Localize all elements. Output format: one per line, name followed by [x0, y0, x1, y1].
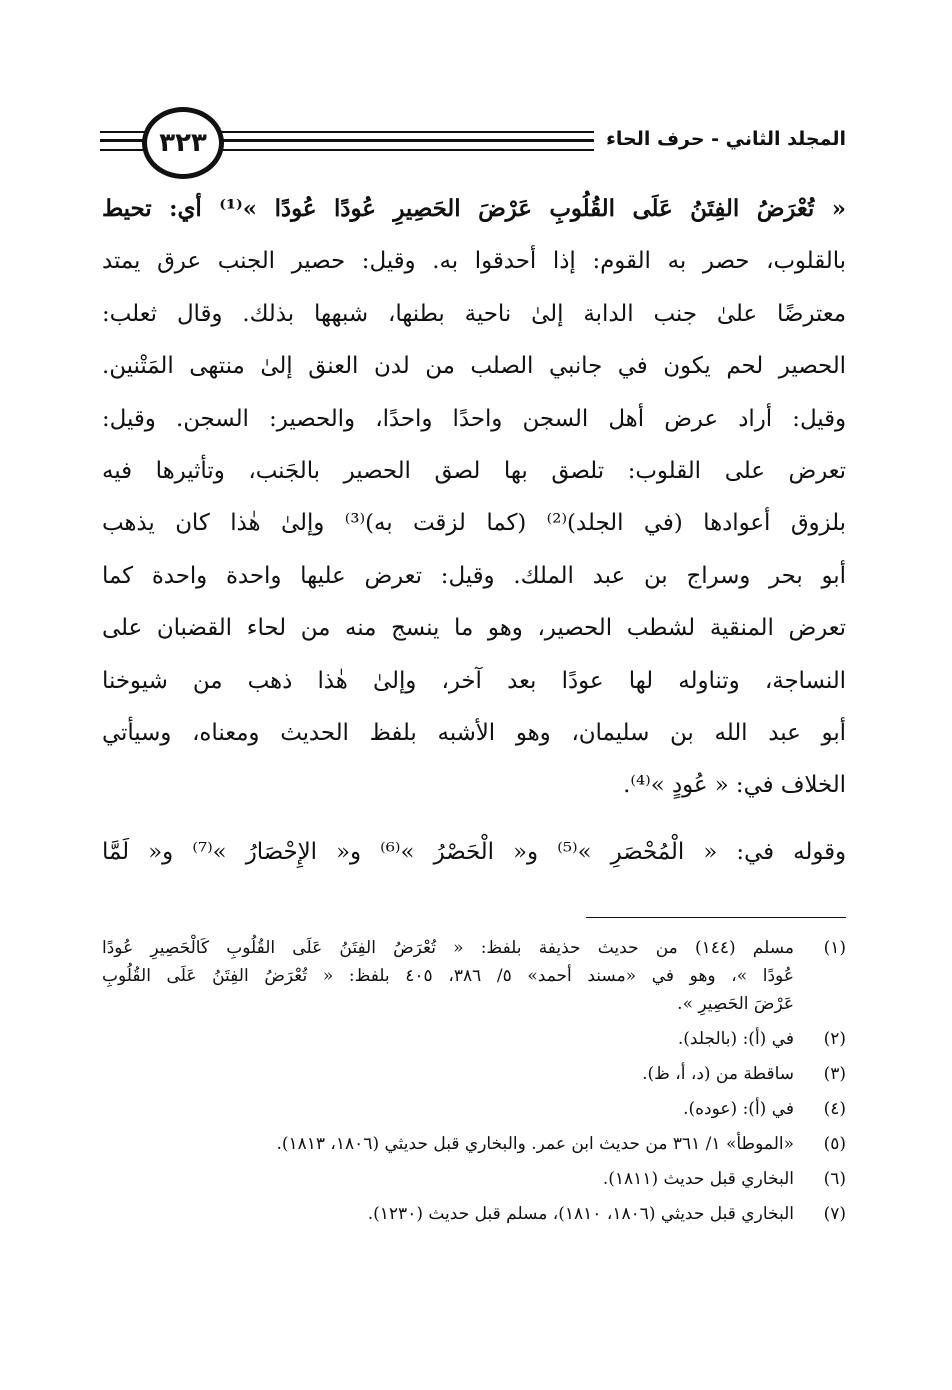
text-line: تعرض على القلوب: تلصق بها لصق الحصير بالجَنب، وتأثيرها فيه [102, 457, 846, 484]
footnote-number: (١) [823, 938, 846, 958]
footnote-number: (٣) [823, 1064, 846, 1084]
footnote-text: مسلم (١٤٤) من حديث حذيفة بلفظ: « تُعْرَضُ الفِتَنُ عَلَى القُلُوبِ كَالْحَصِيرِ عُودًا [102, 938, 795, 958]
text-line: أبو بحر وسراج بن عبد الملك. وقيل: تعرض عليها واحدة واحدة كما [102, 562, 846, 589]
footnotes [102, 934, 846, 1235]
text-line: الخلاف في: « عُودٍ »⁽⁴⁾. [623, 772, 846, 799]
text-line: بالقلوب، حصر به القوم: إذا أحدقوا به. وقيل: حصير الجنب عرق يمتد [102, 248, 846, 275]
footnote-separator [586, 917, 846, 918]
running-title: المجلد الثاني - حرف الحاء [594, 126, 850, 152]
text-line: أبو عبد الله بن سليمان، وهو الأشبه بلفظ الحديث ومعناه، وسيأتي [102, 719, 846, 746]
footnote [102, 1165, 846, 1193]
footnote-text: في (أ): (بالجلد). [677, 1029, 794, 1049]
text-line: معترضًا علىٰ جنب الدابة إلىٰ ناحية بطنها، شبهها بذلك. وقال ثعلب: [102, 300, 846, 327]
footnote-text: عُودًا »، وهو في «مسند أحمد» ٥/ ٣٨٦، ٤٠٥ بلفظ: « تُعْرَضُ الفِتَنُ عَلَى القُلُوبِ [102, 966, 794, 986]
footnote-text: ساقطة من (د، أ، ظ). [642, 1064, 794, 1084]
page-header [100, 105, 850, 175]
text-line: وقيل: أراد عرض أهل السجن واحدًا واحدًا، والحصير: السجن. وقيل: [102, 405, 846, 432]
text-line: النساجة، وتناوله لها عودًا بعد آخر، وإلىٰ هٰذا ذهب من شيوخنا [102, 667, 846, 694]
footnote-number: (٤) [823, 1099, 846, 1119]
page-number: ٣٢٣ [142, 107, 224, 179]
footnote-number: (٢) [823, 1029, 846, 1049]
text-line: بلزوق أعوادها (في الجلد)⁽²⁾ (كما لزقت به)⁽³⁾ وإلىٰ هٰذا كان يذهب [102, 510, 846, 537]
text-line: « تُعْرَضُ الفِتَنُ عَلَى القُلُوبِ عَرْضَ الحَصِيرِ عُودًا عُودًا »⁽¹⁾ أي: تحيط [102, 196, 846, 222]
footnote-text: البخاري قبل حديث (١٨١١). [602, 1169, 794, 1189]
footnote-number: (٦) [823, 1169, 846, 1189]
footnote-text: البخاري قبل حديثي (١٨٠٦، ١٨١٠)، مسلم قبل حديث (١٢٣٠). [367, 1204, 794, 1224]
footnote [102, 1130, 846, 1158]
footnote-text: «الموطأ» ١/ ٣٦١ من حديث ابن عمر. والبخاري قبل حديثي (١٨٠٦، ١٨١٣). [276, 1134, 794, 1154]
text-line: تعرض المنقية لشطب الحصير، وهو ما ينسج منه من لحاء القضبان على [102, 615, 846, 642]
footnote [102, 1025, 846, 1053]
footnote-text: في (أ): (عوده). [683, 1099, 794, 1119]
footnote-text: عَرْضَ الحَصِيرِ ». [677, 994, 794, 1014]
footnote-number: (٧) [823, 1204, 846, 1224]
main-text [102, 183, 846, 878]
text-line: الحصير لحم يكون في جانبي الصلب من لدن العنق إلىٰ منتهى المَتْنين. [102, 353, 846, 380]
footnote-number: (٥) [823, 1134, 846, 1154]
footnote [102, 1095, 846, 1123]
footnote [102, 1200, 846, 1228]
text-line-next-entry: وقوله في: « الْمُحْصَرِ »⁽⁵⁾ و« الْحَصْرُ »⁽⁶⁾ و« الإِحْصَارُ »⁽⁷⁾ و« لَمَّا [102, 838, 847, 865]
footnote [102, 1060, 846, 1088]
footnote [102, 934, 846, 1018]
